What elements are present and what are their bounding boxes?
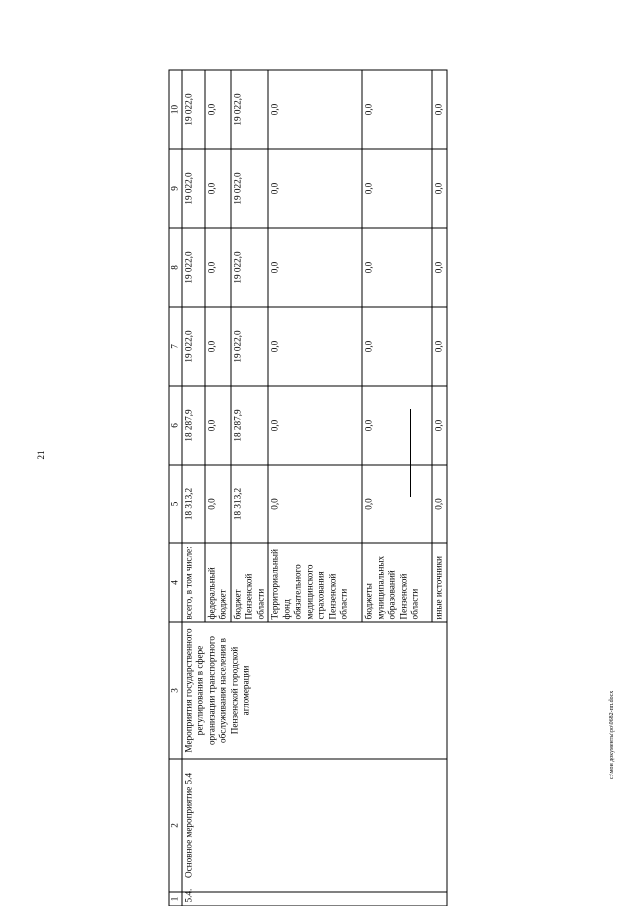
value-cell: 18 287,9 bbox=[181, 386, 204, 465]
value-cell: 0,0 bbox=[204, 386, 230, 465]
value-cell: 19 022,0 bbox=[230, 228, 268, 307]
value-cell: 0,0 bbox=[268, 465, 362, 543]
page-number: 21 bbox=[36, 450, 46, 460]
value-cell: 0,0 bbox=[204, 149, 230, 228]
value-cell: 19 022,0 bbox=[230, 149, 268, 228]
value-cell: 19 022,0 bbox=[181, 228, 204, 307]
value-cell: 0,0 bbox=[362, 70, 432, 149]
source-cell: Территориальный фонд обязательного медицинского страхования Пензенской области bbox=[268, 543, 362, 622]
header-cell: 3 bbox=[169, 622, 182, 759]
value-cell: 18 313,2 bbox=[181, 465, 204, 543]
row-description: Мероприятия государственного регулирования в сфере организации транспортного обслуживания населения в Пензенской городской агломерации bbox=[181, 622, 446, 759]
value-cell: 19 022,0 bbox=[181, 307, 204, 386]
value-cell: 0,0 bbox=[362, 465, 432, 543]
header-row bbox=[169, 70, 182, 906]
header-cell: 4 bbox=[169, 543, 182, 622]
header-cell: 10 bbox=[169, 70, 182, 149]
value-cell: 0,0 bbox=[432, 149, 447, 228]
value-cell: 0,0 bbox=[268, 228, 362, 307]
source-cell: иные источники bbox=[432, 543, 447, 622]
value-cell: 0,0 bbox=[204, 307, 230, 386]
value-cell: 0,0 bbox=[204, 70, 230, 149]
value-cell: 19 022,0 bbox=[181, 70, 204, 149]
header-cell: 6 bbox=[169, 386, 182, 465]
value-cell: 0,0 bbox=[268, 307, 362, 386]
source-cell: бюджет Пензенской области bbox=[230, 543, 268, 622]
row-id: 5.4. bbox=[181, 892, 446, 906]
value-cell: 18 313,2 bbox=[230, 465, 268, 543]
value-cell: 0,0 bbox=[432, 386, 447, 465]
value-cell: 0,0 bbox=[432, 228, 447, 307]
value-cell: 0,0 bbox=[362, 228, 432, 307]
financing-table bbox=[168, 69, 447, 906]
value-cell: 0,0 bbox=[362, 149, 432, 228]
value-cell: 0,0 bbox=[432, 70, 447, 149]
header-cell: 5 bbox=[169, 465, 182, 543]
header-cell: 7 bbox=[169, 307, 182, 386]
table-row bbox=[181, 70, 204, 906]
header-cell: 8 bbox=[169, 228, 182, 307]
row-name: Основное мероприятие 5.4 bbox=[181, 759, 446, 892]
source-cell: всего, в том числе: bbox=[181, 543, 204, 622]
header-cell: 1 bbox=[169, 892, 182, 906]
value-cell: 0,0 bbox=[204, 465, 230, 543]
value-cell: 19 022,0 bbox=[230, 307, 268, 386]
value-cell: 0,0 bbox=[204, 228, 230, 307]
source-cell: бюджеты муниципальных образований Пензенской области bbox=[362, 543, 432, 622]
value-cell: 0,0 bbox=[432, 307, 447, 386]
separator-line bbox=[410, 409, 411, 497]
financing-table-container bbox=[168, 70, 443, 906]
value-cell: 19 022,0 bbox=[181, 149, 204, 228]
value-cell: 19 022,0 bbox=[230, 70, 268, 149]
value-cell: 0,0 bbox=[268, 386, 362, 465]
value-cell: 0,0 bbox=[362, 307, 432, 386]
header-cell: 2 bbox=[169, 759, 182, 892]
source-cell: федеральный бюджет bbox=[204, 543, 230, 622]
value-cell: 18 287,9 bbox=[230, 386, 268, 465]
value-cell: 0,0 bbox=[432, 465, 447, 543]
header-cell: 9 bbox=[169, 149, 182, 228]
footer-file-path: c:\мои документы\ро\0682-пп.docx bbox=[609, 690, 615, 780]
value-cell: 0,0 bbox=[268, 70, 362, 149]
value-cell: 0,0 bbox=[362, 386, 432, 465]
value-cell: 0,0 bbox=[268, 149, 362, 228]
